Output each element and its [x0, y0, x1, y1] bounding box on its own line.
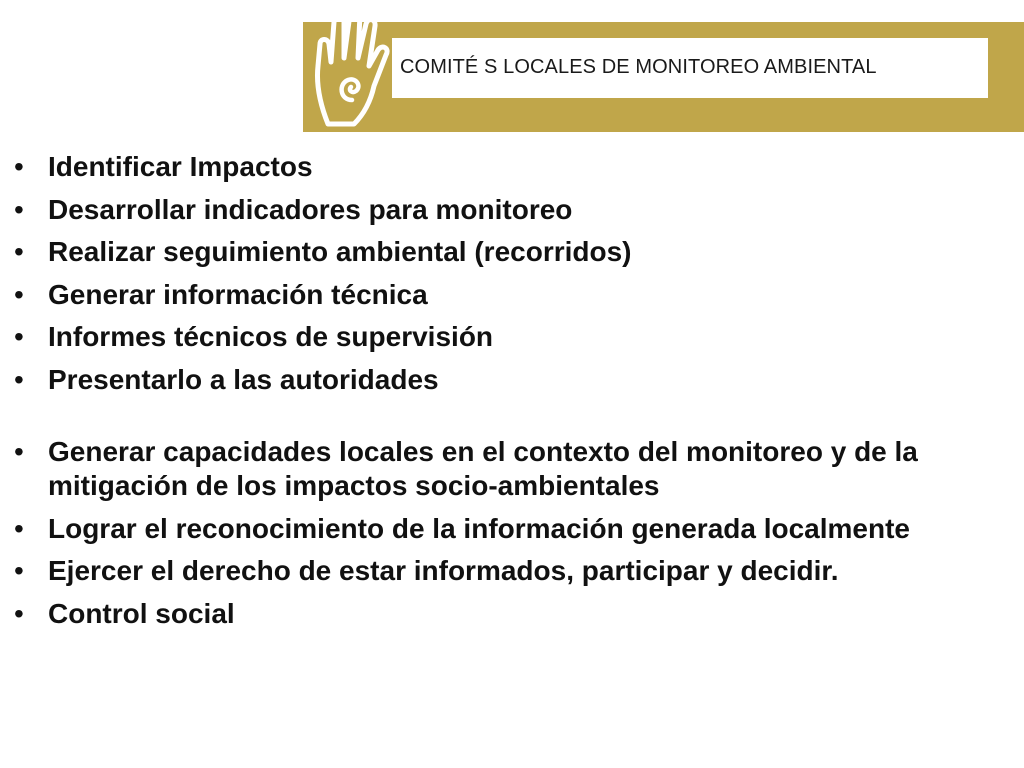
list-item-text: Realizar seguimiento ambiental (recorridos) [48, 236, 632, 267]
list-item-text: Desarrollar indicadores para monitoreo [48, 193, 573, 225]
list-item [0, 278, 1024, 312]
list-item [0, 554, 1024, 588]
list-item [0, 435, 1024, 503]
bullet-icon: • [14, 597, 24, 629]
bullet-icon: • [14, 555, 24, 586]
bullet-icon: • [14, 363, 24, 395]
list-item [0, 235, 1024, 269]
list-item [0, 597, 1024, 631]
page-title: COMITÉ S LOCALES DE MONITOREO AMBIENTAL [400, 56, 877, 78]
list-item [0, 363, 1024, 397]
bullet-list [0, 150, 1024, 639]
list-item-text: Lograr el reconocimiento de la información generada localmente [48, 512, 910, 544]
list-item-text: Generar información técnica [48, 278, 428, 310]
list-item [0, 150, 1024, 184]
list-item [0, 320, 1024, 354]
bullet-icon: • [14, 512, 24, 544]
list-item-text: Ejercer el derecho de estar informados, participar y decidir. [48, 555, 839, 586]
list-item [0, 193, 1024, 227]
list-spacer [0, 405, 1024, 435]
bullet-icon: • [14, 151, 24, 182]
bullet-icon: • [14, 436, 24, 467]
bullet-icon: • [14, 321, 24, 352]
hand-spiral-logo-icon [306, 4, 398, 132]
bullet-icon: • [14, 236, 24, 267]
list-item [0, 512, 1024, 546]
bullet-icon: • [14, 193, 24, 225]
list-item-text: Generar capacidades locales en el contexto del monitoreo y de la mitigación de los impactos socio-ambientales [48, 436, 918, 501]
list-item-text: Control social [48, 597, 235, 629]
list-item-text: Presentarlo a las autoridades [48, 363, 439, 395]
bullet-icon: • [14, 278, 24, 310]
list-item-text: Informes técnicos de supervisión [48, 321, 494, 352]
list-item-text: Identificar Impactos [48, 151, 313, 182]
